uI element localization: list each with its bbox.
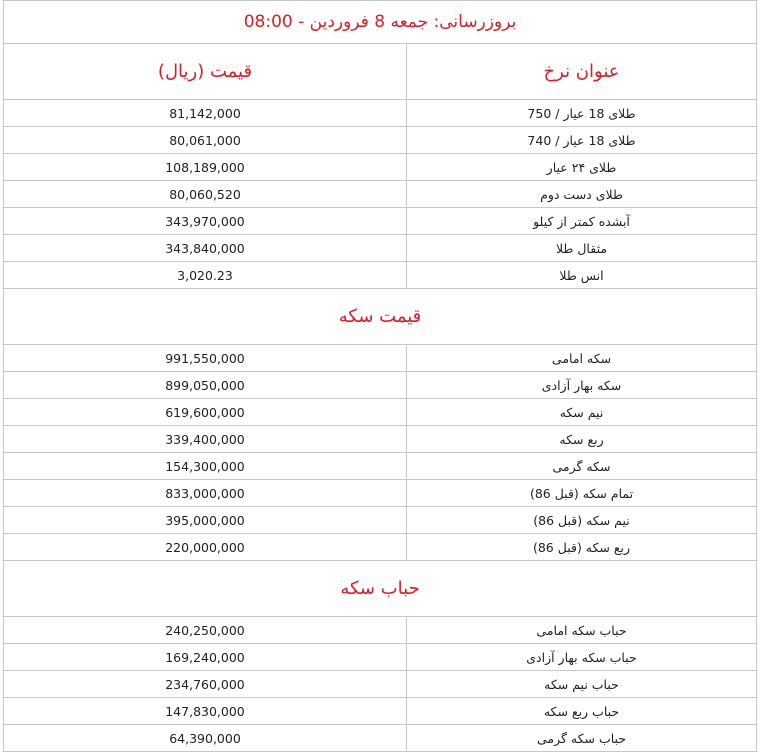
gold-price: 80,060,520 [4, 181, 407, 208]
coin-row [4, 534, 757, 561]
gold-row [4, 262, 757, 289]
update-row [4, 1, 757, 44]
gold-price: 81,142,000 [4, 100, 407, 127]
bubble-price: 234,760,000 [4, 671, 407, 698]
coin-title: سکه امامی [407, 345, 757, 372]
gold-row [4, 181, 757, 208]
gold-row [4, 208, 757, 235]
coin-title: نیم سکه (قبل 86) [407, 507, 757, 534]
coin-title: تمام سکه (قبل 86) [407, 480, 757, 507]
coin-price: 339,400,000 [4, 426, 407, 453]
bubble-section-title: حباب سکه [4, 561, 757, 617]
bubble-section-header-row [4, 561, 757, 617]
coin-price: 833,000,000 [4, 480, 407, 507]
gold-row [4, 127, 757, 154]
bubble-price: 169,240,000 [4, 644, 407, 671]
gold-title: انس طلا [407, 262, 757, 289]
gold-title: مثقال طلا [407, 235, 757, 262]
gold-row [4, 100, 757, 127]
coin-price: 154,300,000 [4, 453, 407, 480]
bubble-title: حباب سکه امامی [407, 617, 757, 644]
bubble-row [4, 698, 757, 725]
gold-title: طلای ۲۴ عیار [407, 154, 757, 181]
bubble-title: حباب سکه بهار آزادی [407, 644, 757, 671]
table-header [4, 44, 757, 100]
coin-price: 220,000,000 [4, 534, 407, 561]
coin-row [4, 399, 757, 426]
coin-title: ربع سکه [407, 426, 757, 453]
bubble-row [4, 617, 757, 644]
gold-row [4, 235, 757, 262]
coin-title: ربع سکه (قبل 86) [407, 534, 757, 561]
coin-price: 991,550,000 [4, 345, 407, 372]
gold-price: 343,840,000 [4, 235, 407, 262]
bubble-row [4, 644, 757, 671]
coin-row [4, 453, 757, 480]
gold-title: آبشده کمتر از کیلو [407, 208, 757, 235]
coin-price: 395,000,000 [4, 507, 407, 534]
price-table [3, 0, 757, 752]
bubble-row [4, 725, 757, 752]
coin-price: 899,050,000 [4, 372, 407, 399]
coin-row [4, 372, 757, 399]
gold-price: 343,970,000 [4, 208, 407, 235]
title-column-header: عنوان نرخ [407, 44, 757, 100]
coin-title: سکه بهار آزادی [407, 372, 757, 399]
bubble-price: 147,830,000 [4, 698, 407, 725]
coin-row [4, 426, 757, 453]
bubble-title: حباب سکه گرمی [407, 725, 757, 752]
gold-price: 108,189,000 [4, 154, 407, 181]
bubble-title: حباب ربع سکه [407, 698, 757, 725]
coin-row [4, 507, 757, 534]
coin-row [4, 480, 757, 507]
coin-title: نیم سکه [407, 399, 757, 426]
price-column-header: قیمت (ریال) [4, 44, 407, 100]
coin-section-title: قیمت سکه [4, 289, 757, 345]
gold-title: طلای دست دوم [407, 181, 757, 208]
gold-title: طلای 18 عیار / 750 [407, 100, 757, 127]
bubble-price: 240,250,000 [4, 617, 407, 644]
bubble-price: 64,390,000 [4, 725, 407, 752]
coin-title: سکه گرمی [407, 453, 757, 480]
bubble-row [4, 671, 757, 698]
coin-price: 619,600,000 [4, 399, 407, 426]
gold-price: 80,061,000 [4, 127, 407, 154]
coin-row [4, 345, 757, 372]
gold-row [4, 154, 757, 181]
gold-title: طلای 18 عیار / 740 [407, 127, 757, 154]
bubble-title: حباب نیم سکه [407, 671, 757, 698]
update-timestamp: بروزرسانی: جمعه 8 فروردین - 08:00 [4, 1, 757, 44]
coin-section-header-row [4, 289, 757, 345]
gold-price: 3,020.23 [4, 262, 407, 289]
